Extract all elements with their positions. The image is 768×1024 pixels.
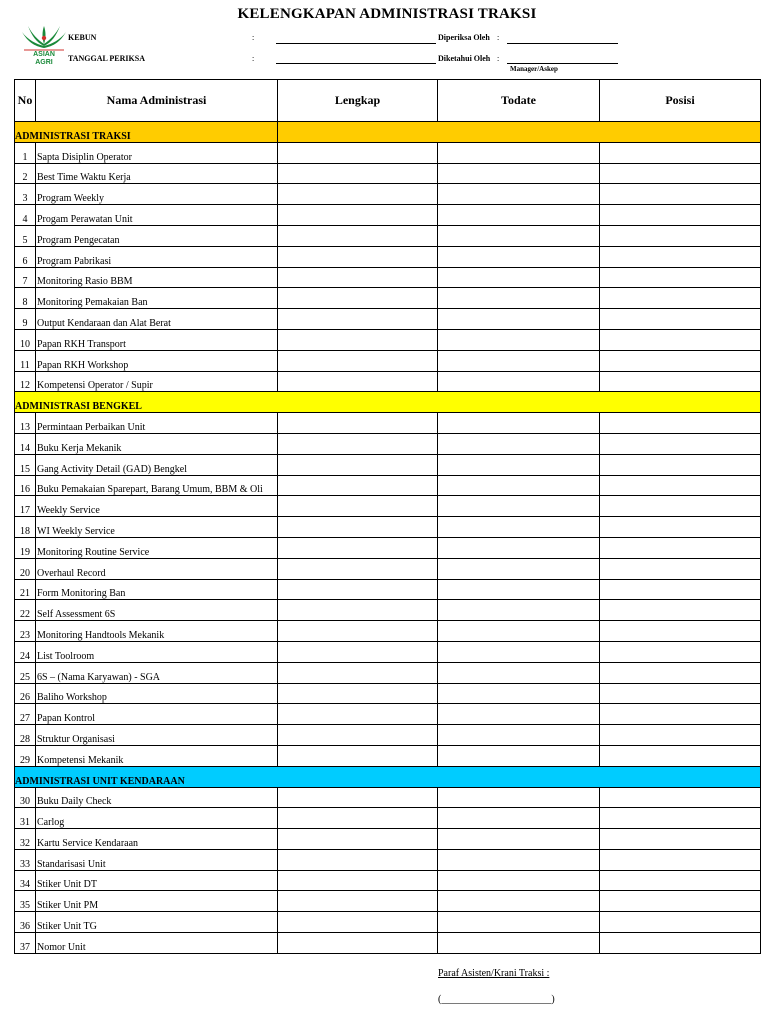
row-number: 7 (15, 267, 36, 288)
lengkap-cell[interactable] (278, 725, 438, 746)
lengkap-cell[interactable] (278, 870, 438, 891)
todate-cell[interactable] (438, 288, 600, 309)
row-name: Monitoring Rasio BBM (36, 267, 278, 288)
row-number: 28 (15, 725, 36, 746)
row-name: Nomor Unit (36, 933, 278, 954)
row-number: 4 (15, 205, 36, 226)
table-row (15, 329, 761, 350)
row-number: 34 (15, 870, 36, 891)
posisi-cell[interactable] (600, 475, 761, 496)
logo-text-agri: AGRI (35, 59, 53, 66)
table-body (15, 122, 761, 954)
lengkap-cell[interactable] (278, 496, 438, 517)
table-row (15, 267, 761, 288)
table-row (15, 787, 761, 808)
lengkap-cell[interactable] (278, 142, 438, 163)
row-name: Struktur Organisasi (36, 725, 278, 746)
row-number: 3 (15, 184, 36, 205)
lengkap-cell[interactable] (278, 745, 438, 766)
table-row (15, 870, 761, 891)
lengkap-cell[interactable] (278, 288, 438, 309)
row-name: Form Monitoring Ban (36, 579, 278, 600)
row-name: Monitoring Routine Service (36, 537, 278, 558)
table-row (15, 849, 761, 870)
diketahui-field[interactable] (507, 63, 618, 64)
table-row (15, 933, 761, 954)
kebun-colon: : (252, 33, 255, 42)
row-number: 2 (15, 163, 36, 184)
todate-cell[interactable] (438, 413, 600, 434)
row-number: 21 (15, 579, 36, 600)
row-number: 13 (15, 413, 36, 434)
section-row-traksi (15, 122, 761, 143)
table-row (15, 246, 761, 267)
posisi-cell[interactable] (600, 662, 761, 683)
row-name: Best Time Waktu Kerja (36, 163, 278, 184)
section-title: ADMINISTRASI UNIT KENDARAAN (15, 766, 761, 787)
lengkap-cell[interactable] (278, 600, 438, 621)
table-row (15, 725, 761, 746)
lengkap-cell[interactable] (278, 225, 438, 246)
column-header-posisi: Posisi (600, 80, 761, 122)
todate-cell[interactable] (438, 433, 600, 454)
todate-cell[interactable] (438, 205, 600, 226)
todate-cell[interactable] (438, 683, 600, 704)
lengkap-cell[interactable] (278, 704, 438, 725)
lengkap-cell[interactable] (278, 787, 438, 808)
todate-cell[interactable] (438, 849, 600, 870)
todate-cell[interactable] (438, 912, 600, 933)
todate-cell[interactable] (438, 537, 600, 558)
posisi-cell[interactable] (600, 745, 761, 766)
row-number: 15 (15, 454, 36, 475)
posisi-cell[interactable] (600, 787, 761, 808)
row-name: Overhaul Record (36, 558, 278, 579)
row-name: Papan RKH Transport (36, 329, 278, 350)
todate-cell[interactable] (438, 309, 600, 330)
posisi-cell[interactable] (600, 621, 761, 642)
todate-cell[interactable] (438, 475, 600, 496)
row-name: Buku Kerja Mekanik (36, 433, 278, 454)
posisi-cell[interactable] (600, 288, 761, 309)
section-title: ADMINISTRASI BENGKEL (15, 392, 761, 413)
diperiksa-colon: : (497, 33, 500, 42)
posisi-cell[interactable] (600, 163, 761, 184)
row-name: Standarisasi Unit (36, 849, 278, 870)
row-number: 10 (15, 329, 36, 350)
row-name: Sapta Disiplin Operator (36, 142, 278, 163)
row-name: Monitoring Handtools Mekanik (36, 621, 278, 642)
row-name: Papan Kontrol (36, 704, 278, 725)
row-name: Gang Activity Detail (GAD) Bengkel (36, 454, 278, 475)
lengkap-cell[interactable] (278, 350, 438, 371)
table-row (15, 745, 761, 766)
table-row (15, 475, 761, 496)
table-row (15, 288, 761, 309)
lengkap-cell[interactable] (278, 641, 438, 662)
row-number: 37 (15, 933, 36, 954)
posisi-cell[interactable] (600, 891, 761, 912)
todate-cell[interactable] (438, 267, 600, 288)
table-row (15, 454, 761, 475)
lengkap-cell[interactable] (278, 891, 438, 912)
todate-cell[interactable] (438, 787, 600, 808)
diperiksa-label: Diperiksa Oleh (438, 33, 490, 42)
table-row (15, 163, 761, 184)
todate-cell[interactable] (438, 725, 600, 746)
lengkap-cell[interactable] (278, 683, 438, 704)
todate-cell[interactable] (438, 246, 600, 267)
tanggal-label: TANGGAL PERIKSA (68, 54, 145, 63)
row-name: 6S – (Nama Karyawan) - SGA (36, 662, 278, 683)
row-number: 24 (15, 641, 36, 662)
posisi-cell[interactable] (600, 600, 761, 621)
posisi-cell[interactable] (600, 829, 761, 850)
row-number: 23 (15, 621, 36, 642)
row-name: Stiker Unit DT (36, 870, 278, 891)
todate-cell[interactable] (438, 808, 600, 829)
posisi-cell[interactable] (600, 205, 761, 226)
row-name: Permintaan Perbaikan Unit (36, 413, 278, 434)
todate-cell[interactable] (438, 891, 600, 912)
todate-cell[interactable] (438, 225, 600, 246)
lengkap-cell[interactable] (278, 475, 438, 496)
table-row (15, 205, 761, 226)
paraf-label: Paraf Asisten/Krani Traksi : (438, 968, 550, 979)
table-row (15, 225, 761, 246)
table-row (15, 662, 761, 683)
todate-cell[interactable] (438, 517, 600, 538)
table-row (15, 142, 761, 163)
lengkap-cell[interactable] (278, 163, 438, 184)
row-name: Program Pabrikasi (36, 246, 278, 267)
table-row (15, 537, 761, 558)
row-number: 12 (15, 371, 36, 392)
table-row (15, 309, 761, 330)
posisi-cell[interactable] (600, 933, 761, 954)
row-number: 31 (15, 808, 36, 829)
todate-cell[interactable] (438, 371, 600, 392)
row-number: 33 (15, 849, 36, 870)
posisi-cell[interactable] (600, 142, 761, 163)
todate-cell[interactable] (438, 704, 600, 725)
todate-cell[interactable] (438, 142, 600, 163)
todate-cell[interactable] (438, 621, 600, 642)
row-name: Kartu Service Kendaraan (36, 829, 278, 850)
row-name: Carlog (36, 808, 278, 829)
table-row (15, 496, 761, 517)
row-number: 19 (15, 537, 36, 558)
posisi-cell[interactable] (600, 849, 761, 870)
signature-line[interactable]: (______________________) (438, 994, 555, 1005)
row-name: Buku Pemakaian Sparepart, Barang Umum, BBM & Oli (36, 475, 278, 496)
section-fill (278, 122, 761, 143)
lengkap-cell[interactable] (278, 517, 438, 538)
lengkap-cell[interactable] (278, 558, 438, 579)
kebun-label: KEBUN (68, 33, 97, 42)
table-row (15, 683, 761, 704)
row-name: Kompetensi Operator / Supir (36, 371, 278, 392)
row-number: 20 (15, 558, 36, 579)
row-name: Progam Perawatan Unit (36, 205, 278, 226)
manager-label: Manager/Askep (510, 65, 558, 73)
row-number: 32 (15, 829, 36, 850)
lengkap-cell[interactable] (278, 184, 438, 205)
row-name: Monitoring Pemakaian Ban (36, 288, 278, 309)
logo-text-asian: ASIAN (33, 51, 55, 58)
tanggal-colon: : (252, 54, 255, 63)
todate-cell[interactable] (438, 662, 600, 683)
todate-cell[interactable] (438, 163, 600, 184)
lengkap-cell[interactable] (278, 267, 438, 288)
posisi-cell[interactable] (600, 725, 761, 746)
row-number: 26 (15, 683, 36, 704)
posisi-cell[interactable] (600, 912, 761, 933)
lengkap-cell[interactable] (278, 829, 438, 850)
posisi-cell[interactable] (600, 371, 761, 392)
column-header-no: No (15, 80, 36, 122)
row-name: Self Assessment 6S (36, 600, 278, 621)
row-name: Program Weekly (36, 184, 278, 205)
row-number: 17 (15, 496, 36, 517)
todate-cell[interactable] (438, 350, 600, 371)
posisi-cell[interactable] (600, 704, 761, 725)
row-name: List Toolroom (36, 641, 278, 662)
row-number: 11 (15, 350, 36, 371)
todate-cell[interactable] (438, 600, 600, 621)
todate-cell[interactable] (438, 933, 600, 954)
todate-cell[interactable] (438, 745, 600, 766)
row-number: 29 (15, 745, 36, 766)
row-name: Output Kendaraan dan Alat Berat (36, 309, 278, 330)
row-number: 25 (15, 662, 36, 683)
diketahui-colon: : (497, 54, 500, 63)
posisi-cell[interactable] (600, 517, 761, 538)
lengkap-cell[interactable] (278, 246, 438, 267)
row-number: 8 (15, 288, 36, 309)
diketahui-label: Diketahui Oleh (438, 54, 491, 63)
todate-cell[interactable] (438, 579, 600, 600)
posisi-cell[interactable] (600, 309, 761, 330)
tanggal-field[interactable] (276, 63, 436, 64)
administration-table (14, 79, 761, 954)
row-name: Kompetensi Mekanik (36, 745, 278, 766)
lengkap-cell[interactable] (278, 662, 438, 683)
row-number: 27 (15, 704, 36, 725)
row-number: 5 (15, 225, 36, 246)
todate-cell[interactable] (438, 870, 600, 891)
lengkap-cell[interactable] (278, 933, 438, 954)
table-row (15, 558, 761, 579)
table-row (15, 350, 761, 371)
posisi-cell[interactable] (600, 433, 761, 454)
row-number: 22 (15, 600, 36, 621)
posisi-cell[interactable] (600, 225, 761, 246)
lengkap-cell[interactable] (278, 329, 438, 350)
table-row (15, 829, 761, 850)
row-name: Stiker Unit PM (36, 891, 278, 912)
table-row (15, 704, 761, 725)
lengkap-cell[interactable] (278, 433, 438, 454)
lengkap-cell[interactable] (278, 912, 438, 933)
row-number: 1 (15, 142, 36, 163)
posisi-cell[interactable] (600, 454, 761, 475)
column-header-name: Nama Administrasi (36, 80, 278, 122)
posisi-cell[interactable] (600, 496, 761, 517)
todate-cell[interactable] (438, 184, 600, 205)
row-number: 14 (15, 433, 36, 454)
diperiksa-field[interactable] (507, 43, 618, 44)
row-name: Stiker Unit TG (36, 912, 278, 933)
table-header-row (15, 80, 761, 122)
row-number: 36 (15, 912, 36, 933)
row-name: Buku Daily Check (36, 787, 278, 808)
table-row (15, 579, 761, 600)
posisi-cell[interactable] (600, 184, 761, 205)
lengkap-cell[interactable] (278, 579, 438, 600)
posisi-cell[interactable] (600, 267, 761, 288)
todate-cell[interactable] (438, 558, 600, 579)
table-row (15, 641, 761, 662)
todate-cell[interactable] (438, 496, 600, 517)
section-row-bengkel (15, 392, 761, 413)
row-number: 6 (15, 246, 36, 267)
section-title: ADMINISTRASI TRAKSI (15, 122, 278, 143)
row-name: Baliho Workshop (36, 683, 278, 704)
posisi-cell[interactable] (600, 246, 761, 267)
table-row (15, 600, 761, 621)
row-number: 9 (15, 309, 36, 330)
posisi-cell[interactable] (600, 329, 761, 350)
lengkap-cell[interactable] (278, 537, 438, 558)
posisi-cell[interactable] (600, 558, 761, 579)
lengkap-cell[interactable] (278, 413, 438, 434)
posisi-cell[interactable] (600, 870, 761, 891)
posisi-cell[interactable] (600, 413, 761, 434)
row-number: 30 (15, 787, 36, 808)
table-row (15, 891, 761, 912)
lengkap-cell[interactable] (278, 621, 438, 642)
posisi-cell[interactable] (600, 579, 761, 600)
todate-cell[interactable] (438, 641, 600, 662)
table-row (15, 433, 761, 454)
row-number: 18 (15, 517, 36, 538)
posisi-cell[interactable] (600, 350, 761, 371)
todate-cell[interactable] (438, 829, 600, 850)
row-name: WI Weekly Service (36, 517, 278, 538)
table-row (15, 808, 761, 829)
posisi-cell[interactable] (600, 683, 761, 704)
lengkap-cell[interactable] (278, 371, 438, 392)
section-row-unit (15, 766, 761, 787)
table-row (15, 371, 761, 392)
lengkap-cell[interactable] (278, 309, 438, 330)
lengkap-cell[interactable] (278, 808, 438, 829)
lengkap-cell[interactable] (278, 454, 438, 475)
page-title: KELENGKAPAN ADMINISTRASI TRAKSI (237, 6, 537, 22)
row-name: Papan RKH Workshop (36, 350, 278, 371)
kebun-field[interactable] (276, 43, 436, 44)
posisi-cell[interactable] (600, 808, 761, 829)
table-row (15, 912, 761, 933)
lengkap-cell[interactable] (278, 205, 438, 226)
todate-cell[interactable] (438, 454, 600, 475)
todate-cell[interactable] (438, 329, 600, 350)
column-header-todate: Todate (438, 80, 600, 122)
table-row (15, 184, 761, 205)
row-number: 35 (15, 891, 36, 912)
row-name: Weekly Service (36, 496, 278, 517)
posisi-cell[interactable] (600, 641, 761, 662)
table-row (15, 517, 761, 538)
lengkap-cell[interactable] (278, 849, 438, 870)
row-name: Program Pengecatan (36, 225, 278, 246)
row-number: 16 (15, 475, 36, 496)
posisi-cell[interactable] (600, 537, 761, 558)
column-header-lengkap: Lengkap (278, 80, 438, 122)
table-row (15, 413, 761, 434)
table-row (15, 621, 761, 642)
